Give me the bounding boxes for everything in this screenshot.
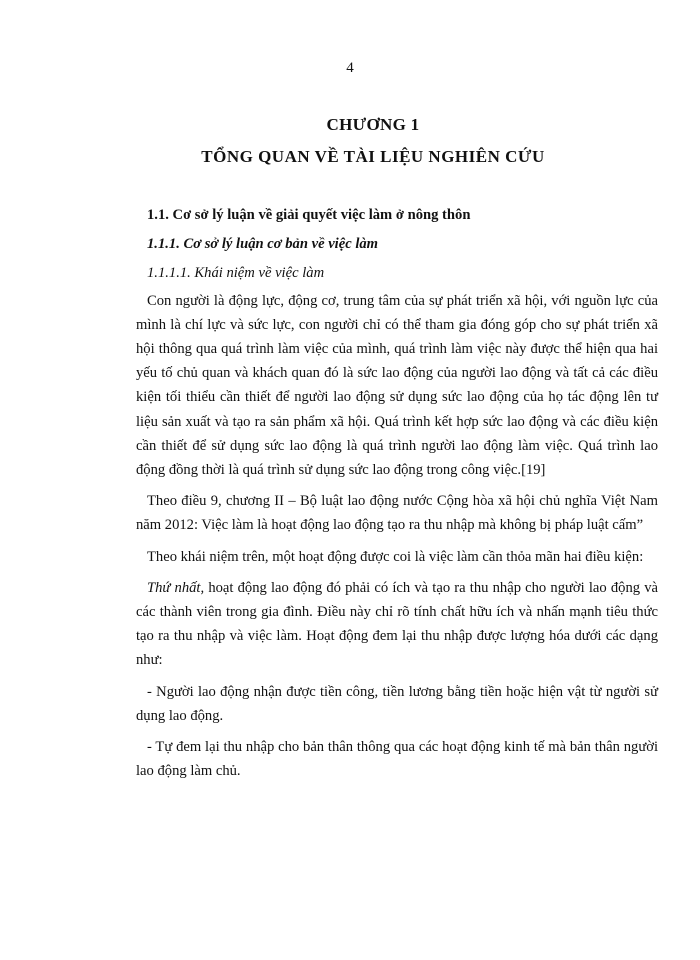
document-body xyxy=(136,203,658,790)
paragraph-5: - Người lao động nhận được tiền công, tiền lương bằng tiền hoặc hiện vật từ người sử dụng lao động. xyxy=(136,683,658,724)
heading-2: 1.1.1. Cơ sở lý luận cơ bản về việc làm xyxy=(147,236,379,253)
paragraph-6: - Tự đem lại thu nhập cho bản thân thông qua các hoạt động kinh tế mà bản thân người lao động làm chủ. xyxy=(136,739,658,780)
heading-1: 1.1. Cơ sở lý luận về giải quyết việc làm ở nông thôn xyxy=(147,207,471,223)
heading-3: 1.1.1.1. Khái niệm về việc làm xyxy=(147,265,325,282)
page-number: 4 xyxy=(346,60,354,76)
paragraph-3: Theo khái niệm trên, một hoạt động được coi là việc làm cần thỏa mãn hai điều kiện: xyxy=(147,548,644,565)
chapter-label: CHƯƠNG 1 xyxy=(326,115,420,134)
paragraph-4-lead: Thứ nhất, xyxy=(147,579,205,596)
paragraph-4 xyxy=(136,576,658,673)
paragraph-2: Theo điều 9, chương II – Bộ luật lao động nước Cộng hòa xã hội chủ nghĩa Việt Nam năm 2012: Việc làm là hoạt động lao động tạo ra thu nhập mà không bị pháp luật cấm” xyxy=(136,493,658,534)
chapter-title: TỔNG QUAN VỀ TÀI LIỆU NGHIÊN CỨU xyxy=(201,147,545,166)
paragraph-1: Con người là động lực, động cơ, trung tâm của sự phát triển xã hội, với nguồn lực của mình là chí lực và sức lực, con người chỉ có thể tham gia đóng góp cho sự phát triển xã hội thông qua quá trình làm việc của mình, quá trình làm việc này được thể hiện qua hai yếu tố chủ quan và khách quan đó là sức lao động của người lao động và tất cả các điều kiện tối thiểu cần thiết để người lao động sử dụng sức lao động của họ tác động lên tư liệu sản xuất và tạo ra sản phẩm xã hội. Quá trình kết hợp sức lao động và các điều kiện cần thiết để sử dụng sức lao động là quá trình người lao động làm việc. Quá trình lao động đồng thời là quá trình sử dụng sức lao động trong công việc.[19] xyxy=(136,292,658,479)
paragraph-4-rest: hoạt động lao động đó phải có ích và tạo ra thu nhập cho người lao động và các thành viên trong gia đình. Điều này chỉ rõ tính chất hữu ích và nhấn mạnh tiêu thức tạo ra thu nhập và việc làm. Hoạt động đem lại thu nhập được lượng hóa dưới các dạng như: xyxy=(136,579,658,669)
